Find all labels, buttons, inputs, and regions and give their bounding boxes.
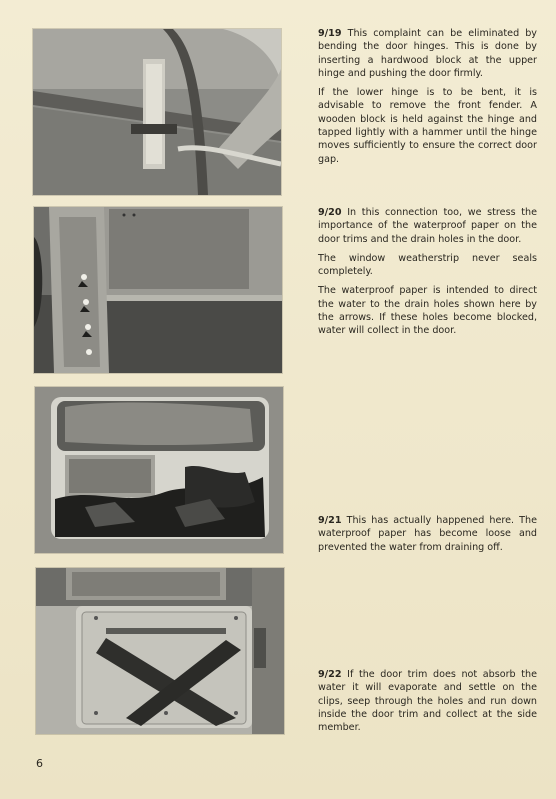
photo-door-loose-paper bbox=[35, 387, 283, 553]
paragraph-text: This has actually happened here. The waterproof paper has become loose and prevented the water from draining off. bbox=[318, 515, 537, 553]
section-9-22 bbox=[318, 668, 537, 740]
section-9-19 bbox=[318, 27, 537, 172]
paragraph-text: If the lower hinge is to be bent, it is advisable to remove the front fender. A wooden block is held against the hinge and tapped lightly with a hammer until the hinge moves sufficiently to ensure the correct door gap. bbox=[318, 87, 537, 165]
section-paragraph bbox=[318, 27, 537, 80]
section-paragraph bbox=[318, 668, 537, 734]
section-paragraph bbox=[318, 206, 537, 246]
section-number: 9/20 bbox=[318, 207, 342, 218]
paragraph-text: The window weatherstrip never seals completely. bbox=[318, 252, 537, 278]
section-number: 9/22 bbox=[318, 669, 342, 680]
paragraph-text: The waterproof paper is intended to direct the water to the drain holes shown here by the arrows. If these holes become blocked, water will collect in the door. bbox=[318, 285, 537, 337]
section-number: 9/19 bbox=[318, 28, 342, 39]
section-9-20 bbox=[318, 206, 537, 344]
photo-door-hinge-block bbox=[33, 29, 281, 195]
paragraph-text: In this connection too, we stress the importance of the waterproof paper on the door trims and the drain holes in the door. bbox=[318, 207, 537, 245]
section-paragraph bbox=[318, 514, 537, 554]
photo-door-trim-clips bbox=[36, 568, 284, 734]
paragraph-text: If the door trim does not absorb the water it will evaporate and settle on the clips, seep through the holes and run down inside the door trim and collect at the side member. bbox=[318, 669, 537, 734]
page-number: 6 bbox=[36, 757, 43, 770]
section-number: 9/21 bbox=[318, 515, 342, 526]
paragraph-text: This complaint can be eliminated by bending the door hinges. This is done by inserting a hardwood block at the upper hinge and pushing the door firmly. bbox=[318, 28, 537, 79]
photo-door-drain-holes bbox=[34, 207, 282, 373]
section-9-21 bbox=[318, 514, 537, 560]
